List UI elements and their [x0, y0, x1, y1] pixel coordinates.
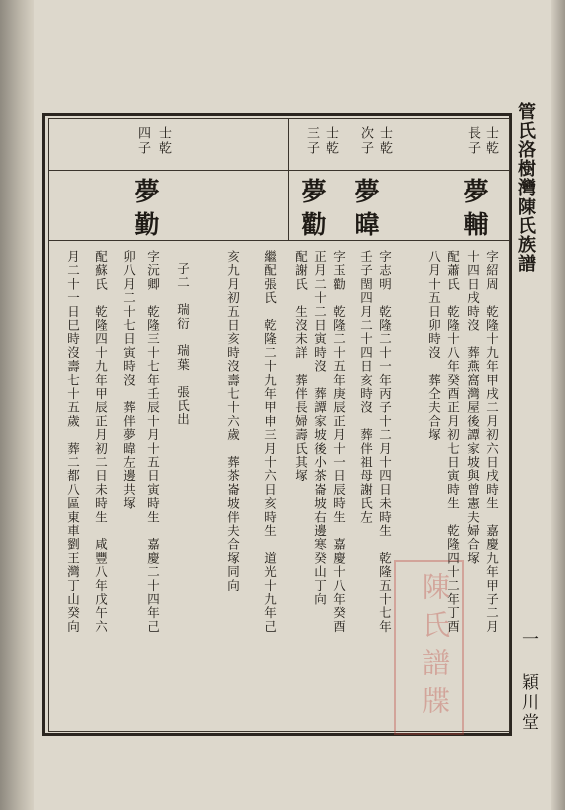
section-divider	[288, 118, 289, 240]
page-mark: 一 穎川堂	[518, 630, 538, 733]
record-line: 八月十五日卯時沒 葬仝夫合塚	[426, 250, 442, 442]
rank-label: 士乾	[156, 126, 171, 156]
record-line: 字紹周 乾隆十九年甲戌二月初六日戌時生 嘉慶九年甲子二月	[484, 250, 500, 634]
record-line: 卯八月二十七日寅時沒 葬伴夢暐左邊共塚	[121, 250, 137, 511]
ordinal-label: 四子	[135, 126, 150, 156]
record-line: 配謝氏 生沒未詳 葬伴長婦壽氏其塚	[293, 250, 309, 483]
person-name: 夢暐	[351, 178, 380, 244]
name-rule	[48, 240, 510, 241]
ordinal-label: 三子	[304, 126, 319, 156]
record-line: 正月二十二日寅時沒 葬譚家坡後小茶崙坡右邊寒癸山丁向	[312, 250, 328, 607]
record-line: 十四日戌時沒 葬燕窩灣屋後譚家坡與曾憲夫婦合塚	[465, 250, 481, 566]
person-name: 夢勸	[298, 178, 327, 244]
record-line: 字沅卿 乾隆三十七年壬辰十月十五日寅時生 嘉慶二十四年己	[145, 250, 161, 634]
seal-text: 陳氏譜牒	[418, 572, 451, 724]
record-line: 配蕭氏 乾隆十八年癸酉正月初七日寅時生 乾隆四十二年丁酉	[445, 250, 461, 634]
record-line: 字玉勸 乾隆二十五年庚辰正月十一日辰時生 嘉慶十八年癸酉	[331, 250, 347, 634]
rank-label: 士乾	[483, 126, 498, 156]
record-line: 配蘇氏 乾隆四十九年甲辰正月初二日未時生 咸豐八年戊午六	[93, 250, 109, 634]
book-spine	[0, 0, 34, 810]
page-edge	[551, 0, 565, 810]
person-name: 夢勤	[131, 178, 160, 244]
record-line: 繼配張氏 乾隆二十九年甲申三月十六日亥時生 道光十九年己	[262, 250, 278, 634]
record-line: 月二十一日巳時沒壽七十五歲 葬二都八區東車劉王灣丁山癸向	[65, 250, 81, 634]
record-line: 字志明 乾隆二十一年丙子十二月十四日未時生 乾隆五十七年	[377, 250, 393, 634]
ordinal-label: 長子	[465, 126, 480, 156]
record-line: 亥九月初五日亥時沒壽七十六歲 葬茶崙坡伴夫合塚同向	[225, 250, 241, 593]
person-name: 夢輔	[460, 178, 489, 244]
record-line: 壬子閏四月二十四日亥時沒 葬伴祖母謝氏左	[358, 250, 374, 524]
record-line: 子二 瑞衍 瑞葉 張氏出	[175, 262, 191, 427]
header-rule	[48, 170, 510, 171]
ordinal-label: 次子	[358, 126, 373, 156]
rank-label: 士乾	[323, 126, 338, 156]
page-title: 管氏洛樹灣陳氏族譜	[515, 102, 536, 273]
rank-label: 士乾	[377, 126, 392, 156]
